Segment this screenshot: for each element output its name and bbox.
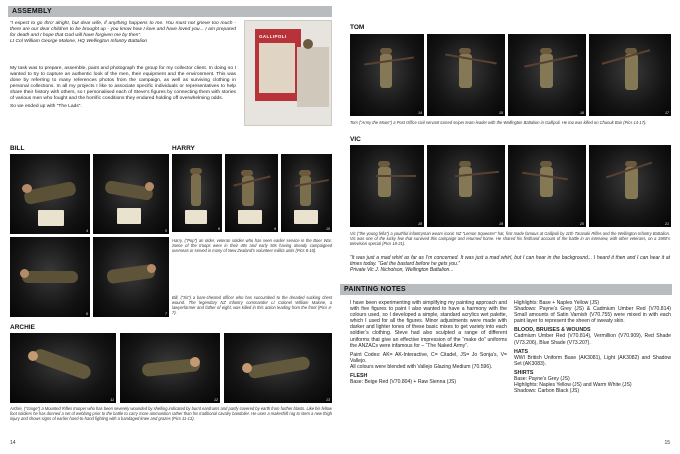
vic-photo-20: 20 xyxy=(508,145,586,227)
figure-hat xyxy=(303,39,313,49)
hats-text: WWI British Uniform Base (AK3081), Light (AK3082) and Shadow Set (AK3083). xyxy=(514,354,671,367)
flesh-shadows: Shadows: Payne’s Grey (JS) & Cadmium Umber Red (V70.814) Small amounts of Satin Varnish (V70.755) were mixed in with each paint layer to represent the sheen of sweaty skin. xyxy=(514,306,671,325)
harry-photo-8: 8 xyxy=(172,154,222,232)
tom-photo-15: 15 xyxy=(427,34,505,116)
vic-quote xyxy=(350,255,670,275)
bill-label: BILL xyxy=(10,145,25,152)
blood-heading: BLOOD, BRUISES & WOUNDS xyxy=(514,327,591,334)
archie-photo-11: 11 xyxy=(10,333,116,403)
quote-attribution: Lt Col William George Malone, HQ Wellington Infantry Battalion xyxy=(10,39,148,44)
bill-photo-7: 7 xyxy=(93,237,169,317)
shirts-base: Base: Payne’s Grey (JS) xyxy=(514,376,570,383)
page-number-right: 15 xyxy=(664,440,670,446)
archie-photo-13: 13 xyxy=(224,333,332,403)
painting-notes-header: PAINTING NOTES xyxy=(340,284,672,295)
archie-label: ARCHIE xyxy=(10,324,35,331)
shirts-shadows: Shadows: Carbon Black (JS) xyxy=(514,388,580,395)
flesh-heading: FLESH xyxy=(350,373,368,380)
tom-label: TOM xyxy=(350,24,365,31)
right-page xyxy=(340,0,680,454)
vic-label: VIC xyxy=(350,136,361,143)
archie-caption: Archie, (“Ginge”) a Mounted Rifles trooper who has been severely wounded by shelling indicated by burnt eardrums and partly covered by earth from further blasts. Like his fellow foot soldiers he has donned a set of webbing prior to the battle to carry more ammunition rather than his traditional cavalry bandolier. He uses a makeshift rag to stem a new thigh injury and shows signs of earlier hand-to-hand fighting with a bandaged knee and grazes (Pics 11-13). xyxy=(10,406,332,421)
blood-text: Cadmium Umber Red (V70.814), Vermillion (V70.909), Red Shade (V73.206), Blue Shade (V73.207). xyxy=(514,333,671,346)
bill-photo-5: 5 xyxy=(93,154,169,234)
miniature-figures xyxy=(297,47,329,107)
archie-photo-12: 12 xyxy=(120,333,220,403)
glazing-medium: All colours were blended with Vallejo Glazing Medium (70.596). xyxy=(350,363,493,370)
page-number-left: 14 xyxy=(10,440,16,446)
assembly-body xyxy=(10,66,236,112)
harry-photo-9: 9 xyxy=(225,154,278,232)
tom-photo-16: 16 xyxy=(508,34,586,116)
vic-photo-21: 21 xyxy=(589,145,671,227)
harry-photo-10: 10 xyxy=(281,154,332,232)
flesh-base: Base: Beige Red (V70.804) + Raw Sienna (JS) xyxy=(350,379,457,386)
bill-caption: Bill, (“Sir”) a bare-chested officer who has succumbed to the dreaded sucking chest wound. The legendary NZ Infantry commander Lt Colonel William Malone, a lawyerfarmer and father of eight, was killed in this action leading from the front (Pics 4-7). xyxy=(172,295,332,315)
vic-photo-19: 19 xyxy=(427,145,505,227)
book-illustration xyxy=(259,43,295,93)
vic-quote-attribution: Private Vic J. Nicholson, Wellington Battalion... xyxy=(350,267,454,273)
shirts-heading: SHIRTS xyxy=(514,369,534,376)
book-title: GALLIPOLI xyxy=(259,34,287,39)
tom-photo-14: 14 xyxy=(350,34,424,116)
shirts-highlights: Highlights: Naples Yellow (JS) and Warm White (JS) xyxy=(514,382,632,389)
harry-caption: Harry, (“Pop”) an older, veteran soldier who has seen earlier service in the Boer War. Some of the troops were in their 40s and early 50s having already campaigned overseas or served in many of New Zealand’s volunteer militia units (Pics 8-10). xyxy=(172,238,332,253)
tom-caption: Tom (“Army the Moon”) a Post Office civil servant turned sniper team leader with the Wellington Battalion in Gallipoli. He too was killed on Chunuk Bair (Pics 14-17). xyxy=(350,120,647,125)
painting-notes-col2 xyxy=(514,300,671,394)
gallipoli-book-photo xyxy=(244,20,332,126)
bill-photo-6: 6 xyxy=(10,237,90,317)
vic-caption: Vic (“the young fella”) a youthful infantryman wears iconic NZ “Lemon Squeezer” hat, first made famous at Gallipoli by 11th Taranaki Rifles and the Wellington Infantry Battalion. Vic was one of the lucky few that survived this campaign and returned home. He shared his firsthand account of the battle in an interview, with other veterans, on a 1980’s television special (Pics 18-21). xyxy=(350,231,670,246)
hats-heading: HATS xyxy=(514,348,529,355)
vic-quote-text: “It was just a mad whirl as far as I’m concerned. It was just a mad whirl, but I can hear in the background... I heard it then and I can hear it at times today. “Get the bastard before he gets you.” xyxy=(350,255,670,267)
assembly-paragraph: My task was to prepare, assemble, paint and photograph the group for my collector client. In doing so I wanted to try to capture an authentic look of the men, their equipment and the environment. This was done by referring to many references photos from the campaign, as well as surviving clothing in personal collections. In all my projects I like to associate specific individuals or representatives to help share their history with others, so I personalised each of Steve’s figures by connecting them with stories of various men who fought and the horrific conditions they endured holding off overwhelming odds. xyxy=(10,66,236,101)
painting-notes-col1 xyxy=(350,300,507,385)
assembly-header: ASSEMBLY xyxy=(8,6,332,17)
harry-label: HARRY xyxy=(172,145,195,152)
bill-photo-4: 4 xyxy=(10,154,90,234)
tom-photo-17: 17 xyxy=(589,34,671,116)
quote-text: “I expect to go thro’ alright, but dear wife, if anything happens to me. You must not grieve too much - there are our dear children to be brought up - you know how I love and have loved you... I am prepared for death and I hope that God will have forgiven me by then”. xyxy=(10,21,236,38)
vic-photo-18: 18 xyxy=(350,145,424,227)
paint-codes: Paint Codes: AK= AK-Interactive, C= Citadel, JS= Jo Sonja’s, V= Vallejo. xyxy=(350,351,507,364)
the-lads-paragraph: So we ended up with “The Lads”. xyxy=(10,104,82,109)
flesh-highlights: Highlights: Base + Naples Yellow (JS) xyxy=(514,300,600,306)
malone-quote xyxy=(10,21,236,47)
painting-intro: I have been experimenting with simplifying my painting approach and with five figures to paint I also wanted to have a harmony with the colours used, so I developed a simple, standard acrylics wet palette, which I used for all the figures. Minor adjustments were made with darker and lighter tones of these basic mixes to get variety into each soldier’s clothing. Steve had also sculpted a range of different uniforms that give an effective impression of the “make do” uniforms the ANZACs were infamous for – “The Naked Army”. xyxy=(350,300,507,349)
